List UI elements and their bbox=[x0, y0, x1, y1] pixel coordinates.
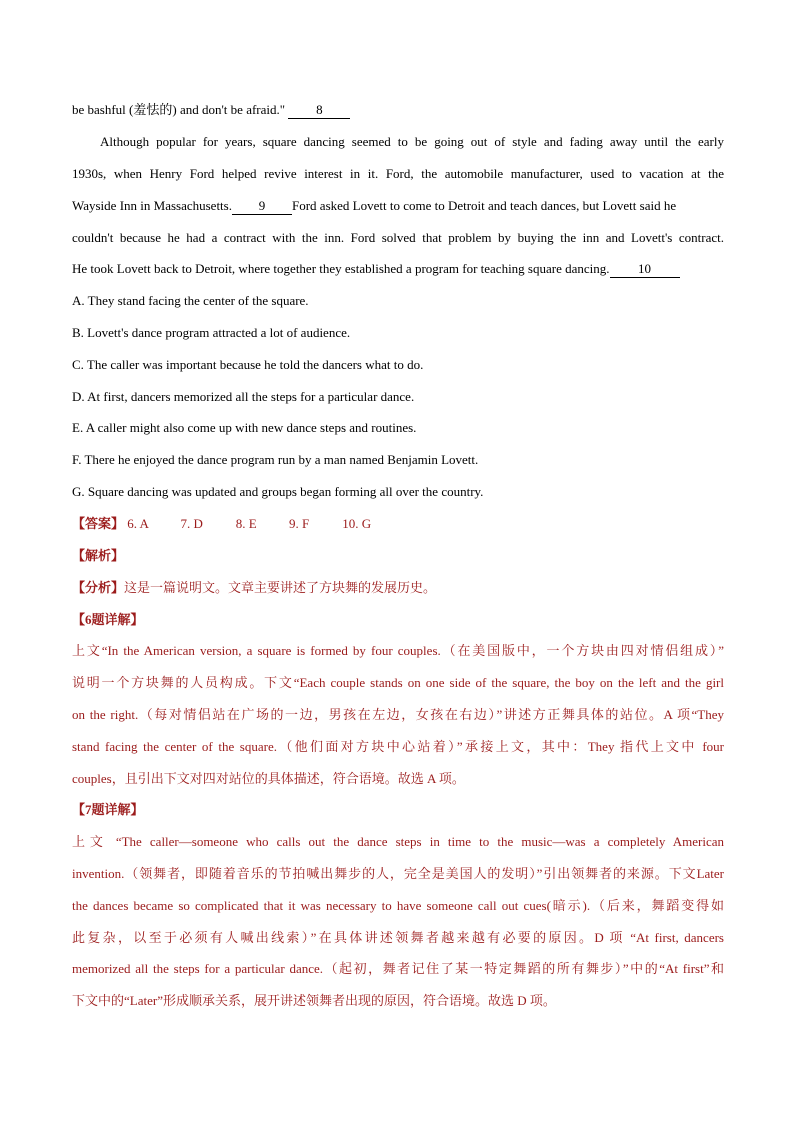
passage-line-5: couldn't because he had a contract with the inn. Ford solved that problem by buying the inn and Lovett's contract. bbox=[72, 230, 724, 245]
option-b: B. Lovett's dance program attracted a lot of audience. bbox=[72, 325, 351, 340]
q7-line-3: the dances became so complicated that it was necessary to have someone call out cues(暗示).（后来，舞蹈变得如 bbox=[72, 898, 724, 913]
answer-line bbox=[72, 514, 724, 534]
option-a: A. They stand facing the center of the square. bbox=[72, 293, 309, 308]
q7-line-1: 上文 “The caller—someone who calls out the dance steps in time to the music—was a completely American bbox=[72, 834, 724, 849]
passage-text: Wayside Inn in Massachusetts. bbox=[72, 198, 232, 213]
q7-line-2: invention.（领舞者，即随着音乐的节拍喊出舞步的人，完全是美国人的发明）”引出领舞者的来源。下文Later bbox=[72, 866, 724, 881]
q6-line-2: 说明一个方块舞的人员构成。下文“Each couple stands on one side of the square, the boy on the left and the girl bbox=[72, 675, 724, 690]
passage-line-6 bbox=[72, 259, 724, 279]
option-d: D. At first, dancers memorized all the steps for a particular dance. bbox=[72, 389, 415, 404]
option-g: G. Square dancing was updated and groups began forming all over the country. bbox=[72, 484, 484, 499]
passage-line-4 bbox=[72, 196, 724, 216]
answer-label: 【答案】 bbox=[72, 516, 125, 531]
q7-line-5: memorized all the steps for a particular dance.（起初，舞者记住了某一特定舞蹈的所有舞步）”中的“At first”和 bbox=[72, 961, 724, 976]
q6-line-4: stand facing the center of the square.（他们面对方块中心站着）”承接上文，其中：They 指代上文中 four bbox=[72, 739, 724, 754]
passage-text: be bashful (羞怯的) and don't be afraid." bbox=[72, 102, 286, 117]
blank-10: 10 bbox=[610, 261, 680, 278]
q7-line-4: 此复杂，以至于必须有人喊出线索）”在具体讲述领舞者越来越有必要的原因。D 项 “At first, dancers bbox=[72, 930, 724, 945]
passage-text: He took Lovett back to Detroit, where together they established a program for teaching square dancing. bbox=[72, 261, 610, 276]
q6-label: 【6题详解】 bbox=[72, 612, 144, 627]
blank-8: 8 bbox=[288, 102, 350, 119]
answer-item: 7. D bbox=[180, 516, 203, 531]
option-e: E. A caller might also come up with new dance steps and routines. bbox=[72, 420, 417, 435]
q6-line-1: 上文“In the American version, a square is formed by four couples.（在美国版中，一个方块由四对情侣组成）” bbox=[72, 643, 724, 658]
q7-line-6: 下文中的“Later”形成顺承关系，展开讲述领舞者出现的原因，符合语境。故选 D 项。 bbox=[72, 993, 556, 1008]
answer-item: 6. A bbox=[127, 516, 149, 531]
answer-item: 9. F bbox=[289, 516, 310, 531]
option-f: F. There he enjoyed the dance program run by a man named Benjamin Lovett. bbox=[72, 452, 479, 467]
q7-label: 【7题详解】 bbox=[72, 802, 144, 817]
passage-text: Ford asked Lovett to come to Detroit and teach dances, but Lovett said he bbox=[291, 198, 677, 213]
analysis-label: 【解析】 bbox=[72, 548, 125, 563]
passage-line-2: Although popular for years, square dancing seemed to be going out of style and fading away until the early bbox=[100, 134, 724, 149]
summary-line bbox=[72, 578, 724, 598]
summary-label: 【分析】 bbox=[72, 580, 125, 595]
q6-line-5: couples，且引出下文对四对站位的具体描述，符合语境。故选 A 项。 bbox=[72, 771, 465, 786]
passage-line-3: 1930s, when Henry Ford helped revive interest in it. Ford, the automobile manufacturer, used to vacation at the bbox=[72, 166, 724, 181]
q6-line-3: on the right.（每对情侣站在广场的一边，男孩在左边，女孩在右边）”讲述方正舞具体的站位。A 项“They bbox=[72, 707, 724, 722]
summary-text: 这是一篇说明文。文章主要讲述了方块舞的发展历史。 bbox=[124, 580, 437, 595]
blank-9: 9 bbox=[232, 198, 292, 215]
passage-line-1 bbox=[72, 100, 724, 120]
answer-item: 8. E bbox=[235, 516, 257, 531]
answer-item: 10. G bbox=[342, 516, 372, 531]
option-c: C. The caller was important because he told the dancers what to do. bbox=[72, 357, 424, 372]
